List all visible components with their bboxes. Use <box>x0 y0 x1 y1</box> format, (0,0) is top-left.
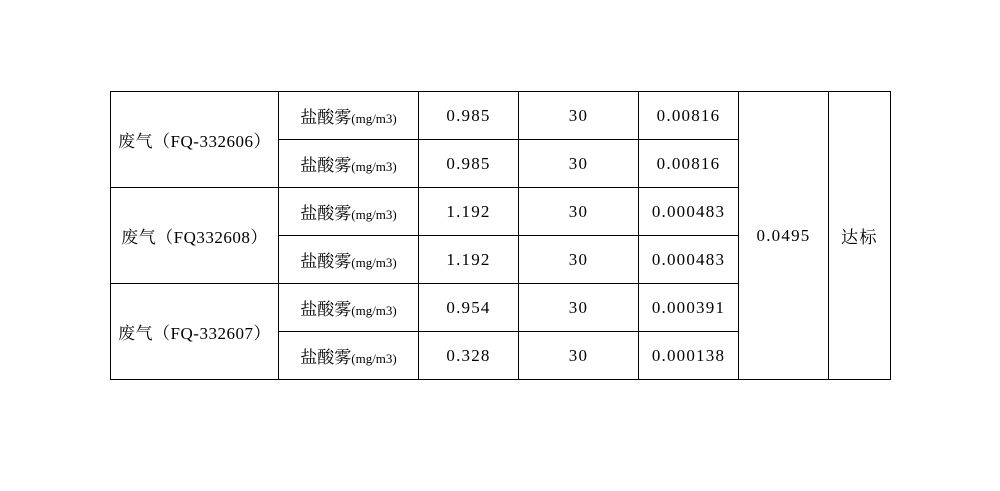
pollutant-cell <box>279 188 419 236</box>
emission-cell: 0.00816 <box>639 140 739 188</box>
emissions-table <box>110 91 891 380</box>
pollutant-unit: (mg/m3) <box>351 207 397 222</box>
pollutant-unit: (mg/m3) <box>351 159 397 174</box>
pollutant-label: 盐酸雾 <box>300 156 352 175</box>
emission-cell: 0.000483 <box>639 236 739 284</box>
flow-cell: 30 <box>519 140 639 188</box>
source-cell: 废气（FQ-332607） <box>111 284 279 380</box>
pollutant-unit: (mg/m3) <box>351 255 397 270</box>
emission-cell: 0.000138 <box>639 332 739 380</box>
concentration-cell: 0.328 <box>419 332 519 380</box>
flow-cell: 30 <box>519 332 639 380</box>
pollutant-cell <box>279 140 419 188</box>
pollutant-label: 盐酸雾 <box>300 300 352 319</box>
concentration-cell: 1.192 <box>419 236 519 284</box>
flow-cell: 30 <box>519 188 639 236</box>
flow-cell: 30 <box>519 284 639 332</box>
flow-cell: 30 <box>519 236 639 284</box>
pollutant-unit: (mg/m3) <box>351 303 397 318</box>
source-cell: 废气（FQ332608） <box>111 188 279 284</box>
concentration-cell: 0.954 <box>419 284 519 332</box>
pollutant-cell <box>279 236 419 284</box>
concentration-cell: 0.985 <box>419 92 519 140</box>
emissions-table-container <box>110 91 890 380</box>
pollutant-label: 盐酸雾 <box>300 348 352 367</box>
total-emission-cell: 0.0495 <box>739 92 829 380</box>
pollutant-label: 盐酸雾 <box>300 204 352 223</box>
pollutant-cell <box>279 284 419 332</box>
flow-cell: 30 <box>519 92 639 140</box>
emission-cell: 0.000391 <box>639 284 739 332</box>
pollutant-unit: (mg/m3) <box>351 111 397 126</box>
pollutant-cell <box>279 92 419 140</box>
emission-cell: 0.000483 <box>639 188 739 236</box>
pollutant-cell <box>279 332 419 380</box>
pollutant-unit: (mg/m3) <box>351 351 397 366</box>
result-cell: 达标 <box>829 92 891 380</box>
pollutant-label: 盐酸雾 <box>300 252 352 271</box>
source-cell: 废气（FQ-332606） <box>111 92 279 188</box>
emission-cell: 0.00816 <box>639 92 739 140</box>
pollutant-label: 盐酸雾 <box>300 108 352 127</box>
concentration-cell: 0.985 <box>419 140 519 188</box>
concentration-cell: 1.192 <box>419 188 519 236</box>
table-row <box>111 92 891 140</box>
